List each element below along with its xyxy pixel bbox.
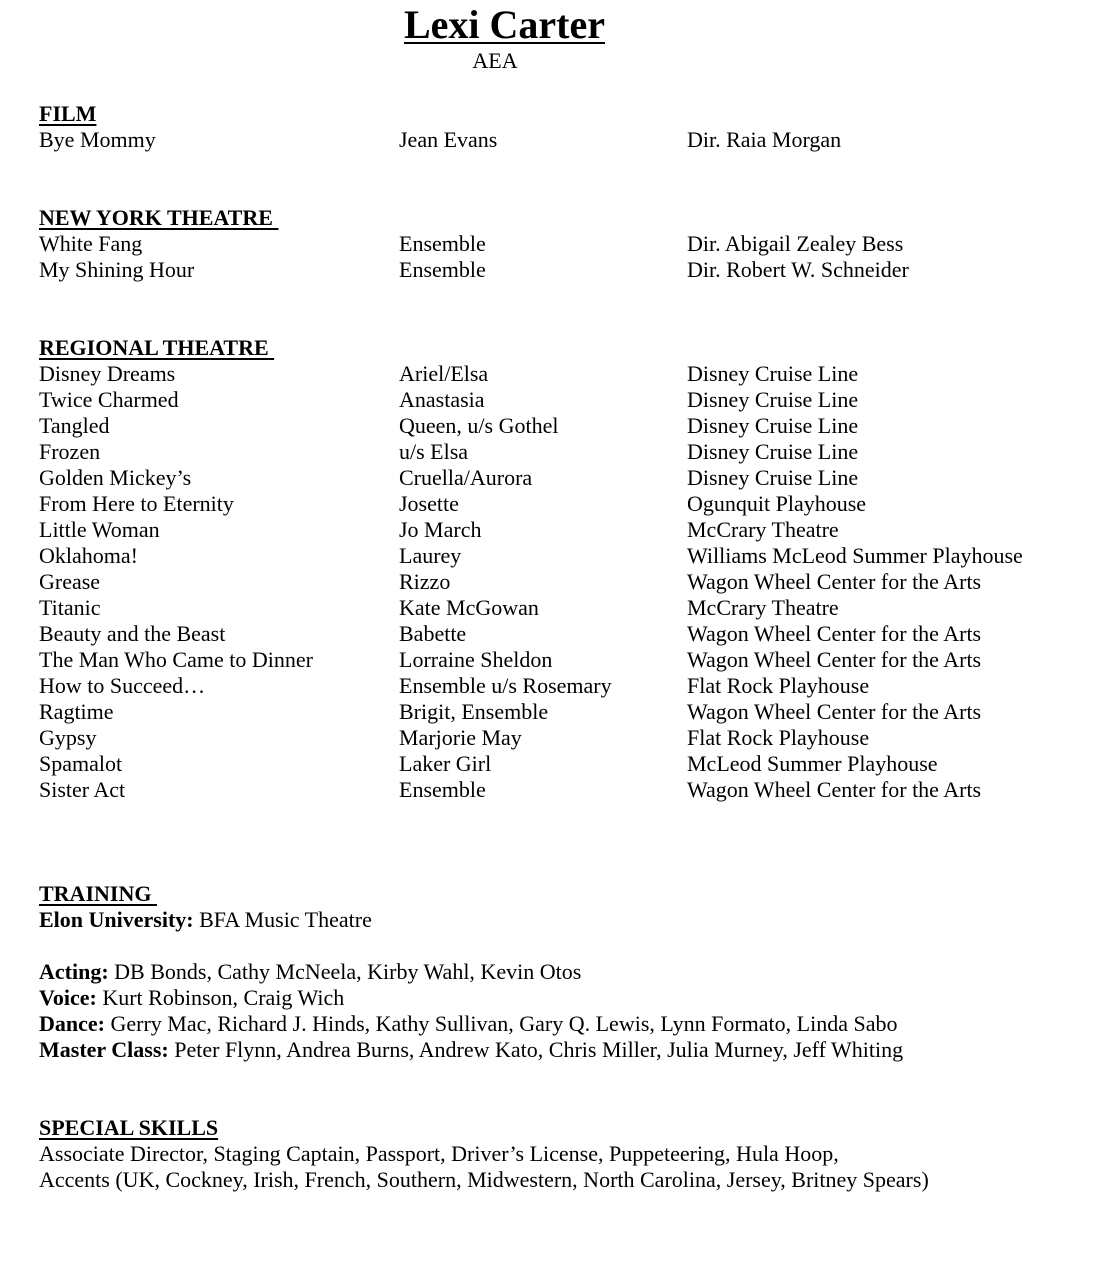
credit-role: Ensemble [399, 777, 486, 802]
credit-role: Babette [399, 621, 467, 646]
training-heading: TRAINING [39, 881, 157, 906]
credit-role: Ensemble [399, 231, 486, 256]
credit-title: Oklahoma! [39, 543, 138, 568]
credit-venue: Wagon Wheel Center for the Arts [687, 569, 982, 594]
credit-title: From Here to Eternity [39, 491, 234, 516]
training-voice [39, 985, 903, 1011]
training-acting [39, 959, 903, 985]
credit-role: Jean Evans [399, 127, 498, 152]
credit-row [39, 595, 839, 621]
training-master-class-label: Master Class: [39, 1037, 169, 1062]
credit-row [39, 387, 859, 413]
credit-row [39, 621, 982, 647]
spacer [39, 933, 903, 959]
credit-role: Brigit, Ensemble [399, 699, 549, 724]
credit-role: Marjorie May [399, 725, 522, 750]
credit-row [39, 439, 859, 465]
training-school-value: BFA Music Theatre [193, 907, 372, 932]
credit-title: My Shining Hour [39, 257, 195, 282]
special-skills-section [39, 1115, 929, 1193]
credit-title: White Fang [39, 231, 143, 256]
credit-venue: Wagon Wheel Center for the Arts [687, 647, 982, 672]
credit-title: Little Woman [39, 517, 160, 542]
credit-venue: McCrary Theatre [687, 595, 839, 620]
training-acting-value: DB Bonds, Cathy McNeela, Kirby Wahl, Kevin Otos [108, 959, 582, 984]
credit-title: Titanic [39, 595, 101, 620]
credit-role: Ensemble u/s Rosemary [399, 673, 612, 698]
credit-title: Ragtime [39, 699, 114, 724]
credit-row [39, 673, 870, 699]
credit-role: Laurey [399, 543, 462, 568]
special-skills-line: Accents (UK, Cockney, Irish, French, Southern, Midwestern, North Carolina, Jersey, Britney Spears) [39, 1167, 929, 1192]
credit-venue: Flat Rock Playhouse [687, 725, 870, 750]
credit-role: Kate McGowan [399, 595, 539, 620]
credit-title: Grease [39, 569, 101, 594]
training-voice-value: Kurt Robinson, Craig Wich [96, 985, 345, 1010]
training-dance [39, 1011, 903, 1037]
credit-venue: Disney Cruise Line [687, 387, 859, 412]
credit-title: Bye Mommy [39, 127, 156, 152]
credit-role: u/s Elsa [399, 439, 469, 464]
credit-title: Golden Mickey’s [39, 465, 192, 490]
credit-venue: Wagon Wheel Center for the Arts [687, 621, 982, 646]
credit-venue: Wagon Wheel Center for the Arts [687, 699, 982, 724]
credit-row [39, 517, 839, 543]
credit-title: Frozen [39, 439, 101, 464]
credit-director: Dir. Robert W. Schneider [687, 257, 909, 282]
credit-role: Lorraine Sheldon [399, 647, 553, 672]
credit-venue: Disney Cruise Line [687, 465, 859, 490]
credit-row [39, 127, 842, 153]
new-york-theatre-section [39, 205, 909, 283]
credit-role: Cruella/Aurora [399, 465, 533, 490]
credit-role: Josette [399, 491, 459, 516]
credit-director: Dir. Raia Morgan [687, 127, 842, 152]
credit-venue: McCrary Theatre [687, 517, 839, 542]
credit-row [39, 231, 904, 257]
training-dance-label: Dance: [39, 1011, 105, 1036]
training-master-class-value: Peter Flynn, Andrea Burns, Andrew Kato, Chris Miller, Julia Murney, Jeff Whiting [168, 1037, 904, 1062]
training-voice-label: Voice: [39, 985, 97, 1010]
credit-director: Dir. Abigail Zealey Bess [687, 231, 904, 256]
credit-title: Spamalot [39, 751, 123, 776]
credit-title: Gypsy [39, 725, 97, 750]
credit-row [39, 361, 859, 387]
credit-row [39, 491, 867, 517]
credit-row [39, 413, 859, 439]
credit-venue: Williams McLeod Summer Playhouse [687, 543, 1023, 568]
credit-title: Twice Charmed [39, 387, 179, 412]
credit-role: Ariel/Elsa [399, 361, 489, 386]
credit-row [39, 699, 982, 725]
credit-row [39, 647, 982, 673]
credit-venue: Wagon Wheel Center for the Arts [687, 777, 982, 802]
credit-title: Beauty and the Beast [39, 621, 226, 646]
credit-role: Queen, u/s Gothel [399, 413, 559, 438]
special-skills-line: Associate Director, Staging Captain, Passport, Driver’s License, Puppeteering, Hula Hoop, [39, 1141, 839, 1166]
film-section [39, 101, 842, 153]
training-school-label: Elon University: [39, 907, 194, 932]
credit-role: Rizzo [399, 569, 451, 594]
performer-name: Lexi Carter [403, 2, 605, 47]
special-skills-heading: SPECIAL SKILLS [39, 1115, 219, 1140]
credit-venue: Flat Rock Playhouse [687, 673, 870, 698]
credit-venue: Disney Cruise Line [687, 439, 859, 464]
regional-theatre-section [39, 335, 1023, 803]
credit-row [39, 777, 982, 803]
credit-title: The Man Who Came to Dinner [39, 647, 313, 672]
training-section [39, 881, 903, 1063]
credit-venue: Disney Cruise Line [687, 413, 859, 438]
credit-role: Ensemble [399, 257, 486, 282]
credit-role: Jo March [399, 517, 482, 542]
training-dance-value: Gerry Mac, Richard J. Hinds, Kathy Sullivan, Gary Q. Lewis, Lynn Formato, Linda Sabo [104, 1011, 898, 1036]
new-york-theatre-heading: NEW YORK THEATRE [39, 205, 279, 230]
credit-title: Tangled [39, 413, 110, 438]
credit-row [39, 751, 938, 777]
credit-role: Anastasia [399, 387, 485, 412]
credit-row [39, 569, 982, 595]
credit-venue: Ogunquit Playhouse [687, 491, 867, 516]
training-master-class [39, 1037, 903, 1063]
credit-row [39, 543, 1023, 569]
credit-title: Sister Act [39, 777, 126, 802]
regional-theatre-heading: REGIONAL THEATRE [39, 335, 275, 360]
credit-row [39, 465, 859, 491]
credit-row [39, 725, 870, 751]
credit-venue: Disney Cruise Line [687, 361, 859, 386]
union-affiliation: AEA [472, 48, 518, 73]
credit-title: Disney Dreams [39, 361, 176, 386]
training-school [39, 907, 903, 933]
credit-row [39, 257, 909, 283]
credit-title: How to Succeed… [39, 673, 206, 698]
training-acting-label: Acting: [39, 959, 109, 984]
credit-role: Laker Girl [399, 751, 492, 776]
film-heading: FILM [39, 101, 97, 126]
credit-venue: McLeod Summer Playhouse [687, 751, 938, 776]
